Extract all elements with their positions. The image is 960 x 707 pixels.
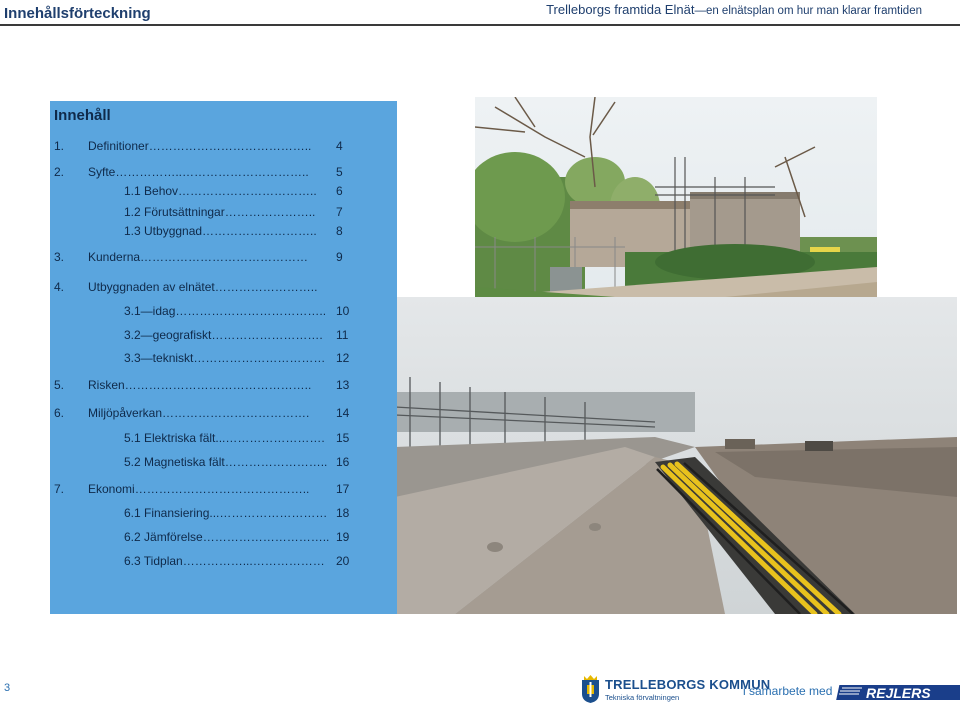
toc-entry-label: Miljöpåverkan………………………………. (88, 406, 310, 420)
toc-entry-label: Risken……………………………………….. (88, 378, 312, 392)
toc-entry-page: 20 (336, 554, 350, 568)
toc-entry-label: 1.1 Behov…………………………….. (124, 184, 317, 198)
toc-title: Innehåll (54, 107, 111, 124)
toc-entry-page: 8 (336, 224, 343, 238)
cable-trench-photo (395, 297, 957, 614)
coat-of-arms-icon (581, 674, 600, 704)
municipality-name: TRELLEBORGS KOMMUN (605, 677, 771, 692)
toc-entry-page: 18 (336, 506, 350, 520)
toc-entry-label: 1.2 Förutsättningar………………….. (124, 205, 316, 219)
rejlers-logo (836, 682, 960, 701)
toc-entry-label: 3.3—tekniskt…………………………… (124, 351, 326, 365)
toc-entry-page: 13 (336, 378, 350, 392)
toc-panel (50, 101, 397, 614)
toc-entry-number: 2. (54, 165, 65, 179)
toc-entry-number: 5. (54, 378, 65, 392)
toc-entry-number: 7. (54, 482, 65, 496)
toc-entry-page: 5 (336, 165, 343, 179)
toc-entry-label: 6.1 Finansiering...……………………… (124, 506, 328, 520)
toc-entry-label: 6.3 Tidplan……………...……………… (124, 554, 325, 568)
toc-entry-label: Ekonomi…………………………………….. (88, 482, 310, 496)
rejlers-logo-text: REJLERS (866, 685, 931, 701)
toc-entry-label: 6.2 Jämförelse………………………….. (124, 530, 330, 544)
toc-entry-label: 1.3 Utbyggnad……………………….. (124, 224, 317, 238)
toc-entry-page: 17 (336, 482, 350, 496)
toc-entry-number: 4. (54, 280, 65, 294)
toc-entry-page: 14 (336, 406, 350, 420)
toc-entry-page: 16 (336, 455, 350, 469)
header-document-title (546, 2, 922, 17)
header-document-subtitle: —en elnätsplan om hur man klarar framtiden (694, 5, 922, 17)
toc-entry-label: 3.2—geografiskt………………………. (124, 328, 323, 342)
toc-entry-page: 11 (336, 328, 349, 342)
toc-entry-page: 4 (336, 139, 343, 153)
toc-entry-label: Definitioner………………………………….. (88, 139, 312, 153)
toc-entry-label: 3.1—idag……………………………….. (124, 304, 327, 318)
page-number: 3 (4, 682, 11, 694)
trelleborgs-kommun-logo (581, 674, 771, 706)
toc-entry-label: 5.1 Elektriska fält...……………………. (124, 431, 325, 445)
toc-entry-label: Utbyggnaden av elnätet…………………….. (88, 280, 318, 294)
toc-entry-number: 1. (54, 139, 65, 153)
toc-entry-page: 9 (336, 250, 343, 264)
toc-entry-page: 12 (336, 351, 350, 365)
municipality-department: Tekniska förvaltningen (605, 693, 680, 702)
toc-entry-label: Kunderna…………………………………… (88, 250, 309, 264)
toc-entry-page: 6 (336, 184, 343, 198)
toc-entry-number: 3. (54, 250, 65, 264)
header-title: Innehållsförteckning (4, 5, 151, 22)
toc-entry-page: 15 (336, 431, 350, 445)
toc-entry-label: 5.2 Magnetiska fält…………………….. (124, 455, 328, 469)
toc-entry-page: 10 (336, 304, 350, 318)
toc-entry-page: 19 (336, 530, 350, 544)
header-document-name: Trelleborgs framtida Elnät (546, 2, 695, 17)
cable-trench-illustration (395, 297, 957, 614)
collaboration-text: i samarbete med (743, 684, 833, 698)
toc-entry-label: Syfte……………..………………………….. (88, 165, 309, 179)
header-divider (0, 24, 960, 26)
toc-entry-number: 6. (54, 406, 65, 420)
toc-entry-page: 7 (336, 205, 343, 219)
